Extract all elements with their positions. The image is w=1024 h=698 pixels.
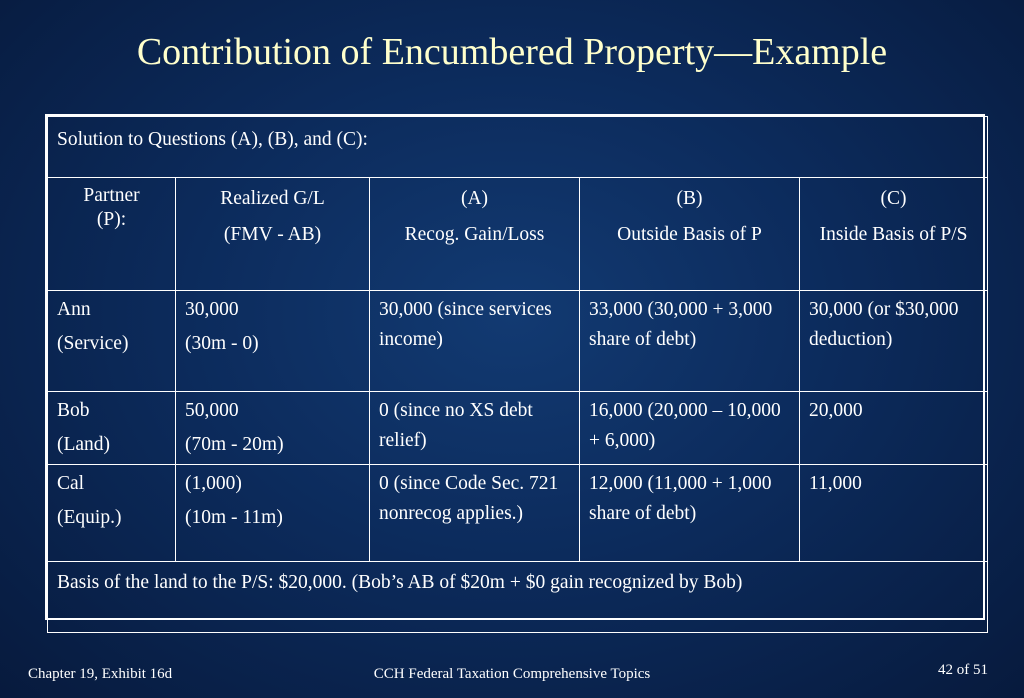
footer-page-number: 42 of 51 <box>938 662 988 678</box>
cell-recognized: 0 (since Code Sec. 721 nonrecog applies.) <box>370 465 580 562</box>
header-outside-basis-line2: Outside Basis of P <box>617 224 762 245</box>
footer-chapter: Chapter 19, Exhibit 16d <box>28 666 173 682</box>
partner-role: (Equip.) <box>57 507 122 528</box>
header-realized <box>176 178 370 291</box>
cell-realized <box>176 291 370 392</box>
header-outside-basis-line1: (B) <box>676 188 703 209</box>
partner-name: Cal <box>57 473 85 494</box>
header-realized-line2: (FMV - AB) <box>223 224 322 245</box>
realized-value: (1,000) <box>185 473 242 494</box>
partner-name: Bob <box>57 400 90 421</box>
realized-value: 30,000 <box>185 299 239 320</box>
table-row <box>48 392 988 465</box>
cell-inside-basis: 30,000 (or $30,000 deduction) <box>800 291 988 392</box>
cell-realized <box>176 392 370 465</box>
cell-realized <box>176 465 370 562</box>
table-row <box>48 291 988 392</box>
solution-table <box>45 114 985 620</box>
realized-calc: (10m - 11m) <box>185 507 283 528</box>
cell-inside-basis: 11,000 <box>800 465 988 562</box>
header-inside-basis-line1: (C) <box>880 188 907 209</box>
header-partner-line1: Partner <box>83 185 140 206</box>
cell-recognized: 30,000 (since services income) <box>370 291 580 392</box>
cell-partner <box>48 392 176 465</box>
partner-role: (Land) <box>57 434 111 455</box>
slide-title: Contribution of Encumbered Property—Example <box>136 31 888 73</box>
header-partner <box>48 178 176 291</box>
header-inside-basis-line2: Inside Basis of P/S <box>819 224 968 245</box>
table-caption-row <box>48 117 988 178</box>
partner-name: Ann <box>57 299 91 320</box>
header-partner-line2: (P): <box>96 209 127 230</box>
table-row <box>48 465 988 562</box>
table-header-row <box>48 178 988 291</box>
cell-partner <box>48 465 176 562</box>
cell-outside-basis: 16,000 (20,000 – 10,000 + 6,000) <box>580 392 800 465</box>
realized-calc: (70m - 20m) <box>185 434 284 455</box>
header-recognized <box>370 178 580 291</box>
header-inside-basis <box>800 178 988 291</box>
solution-table-grid <box>47 116 988 633</box>
header-recognized-line2: Recog. Gain/Loss <box>404 224 545 245</box>
header-outside-basis <box>580 178 800 291</box>
table-caption: Solution to Questions (A), (B), and (C): <box>48 117 988 178</box>
cell-outside-basis: 12,000 (11,000 + 1,000 share of debt) <box>580 465 800 562</box>
header-recognized-line1: (A) <box>460 188 489 209</box>
partner-role: (Service) <box>57 333 129 354</box>
cell-partner <box>48 291 176 392</box>
footer-course-title: CCH Federal Taxation Comprehensive Topics <box>373 666 651 682</box>
cell-recognized: 0 (since no XS debt relief) <box>370 392 580 465</box>
table-footer-row <box>48 562 988 633</box>
header-realized-line1: Realized G/L <box>220 188 325 209</box>
table-footer-note: Basis of the land to the P/S: $20,000. (Bob’s AB of $20m + $0 gain recognized by Bob) <box>48 562 988 633</box>
realized-value: 50,000 <box>185 400 239 421</box>
cell-outside-basis: 33,000 (30,000 + 3,000 share of debt) <box>580 291 800 392</box>
cell-inside-basis: 20,000 <box>800 392 988 465</box>
realized-calc: (30m - 0) <box>185 333 259 354</box>
